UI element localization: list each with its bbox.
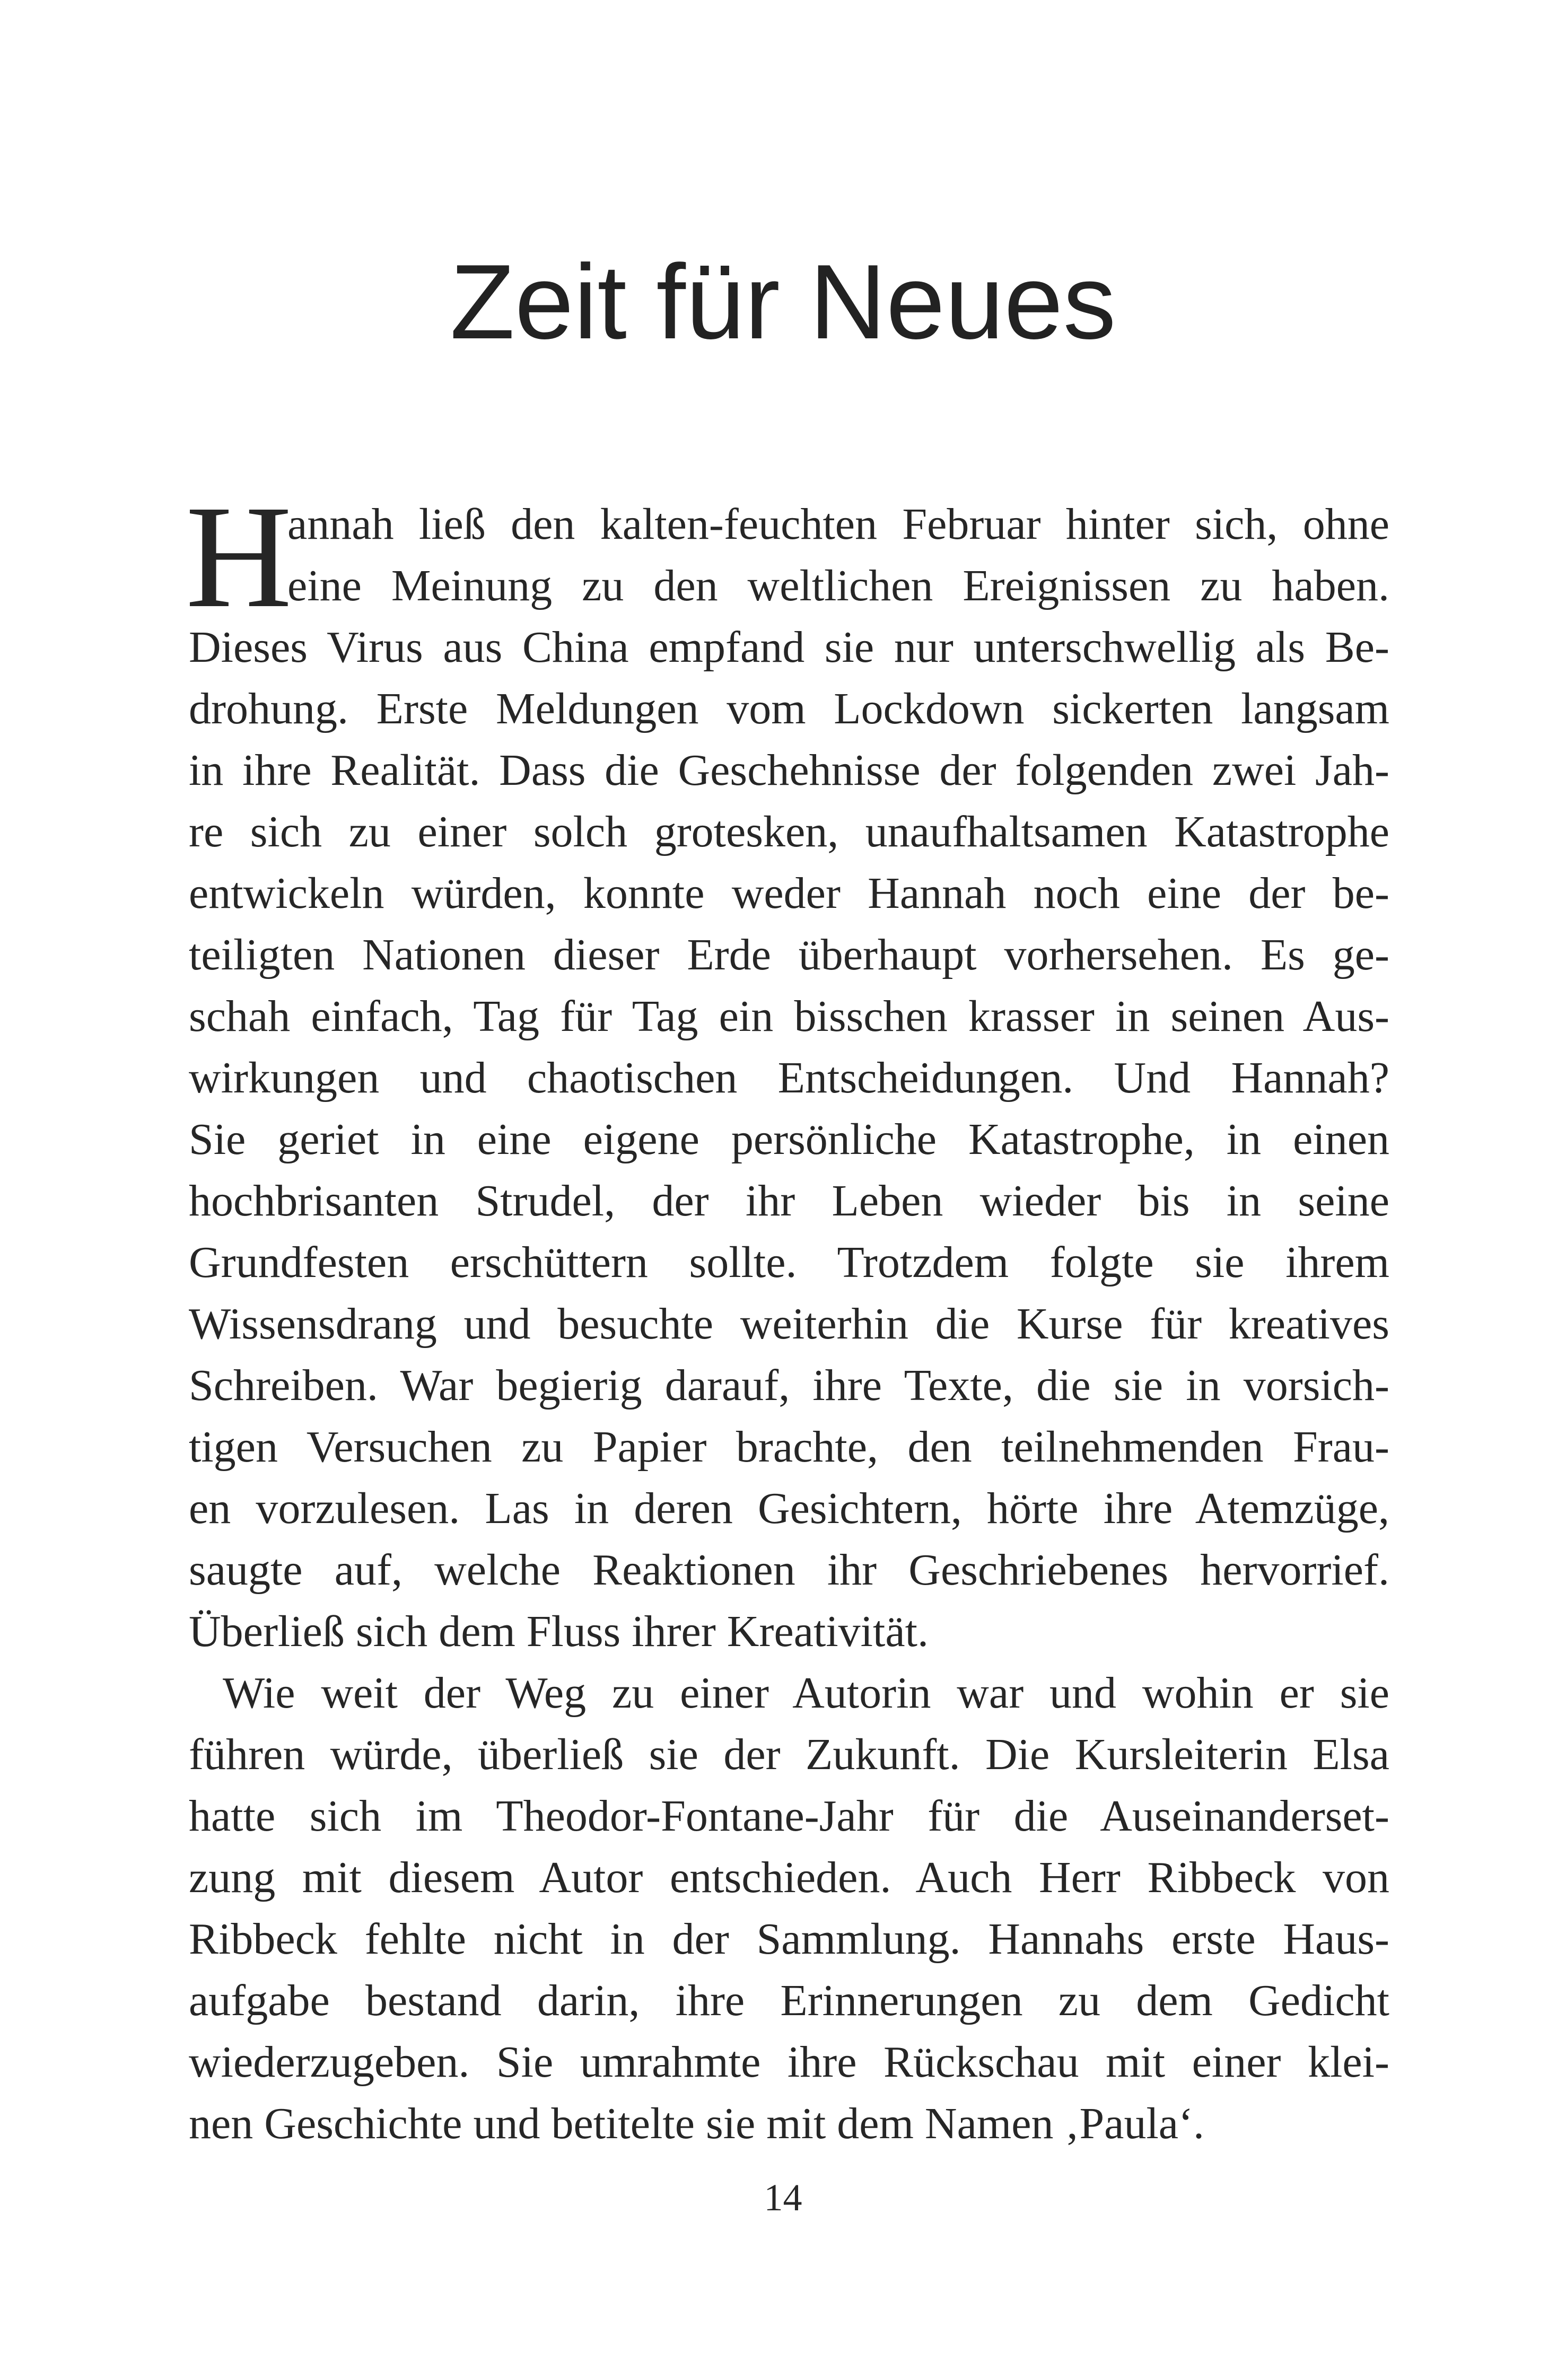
text-line: Überließ sich dem Fluss ihrer Kreativität. bbox=[189, 1607, 929, 1656]
paragraph-2 bbox=[189, 1662, 1389, 2155]
text-line: wiederzugeben. Sie umrahmte ihre Rückschau mit einer klei- bbox=[189, 2037, 1389, 2087]
text-line: saugte auf, welche Reaktionen ihr Geschriebenes hervorrief. bbox=[189, 1545, 1389, 1595]
text-line: wirkungen und chaotischen Entscheidungen. Und Hannah? bbox=[189, 1053, 1389, 1102]
text-line: Sie geriet in eine eigene persönliche Katastrophe, in einen bbox=[189, 1115, 1389, 1164]
text-line: aufgabe bestand darin, ihre Erinnerungen zu dem Gedicht bbox=[189, 1976, 1389, 2025]
text-line: hochbrisanten Strudel, der ihr Leben wieder bis in seine bbox=[189, 1176, 1389, 1226]
text-line: zung mit diesem Autor entschieden. Auch Herr Ribbeck von bbox=[189, 1853, 1389, 1902]
text-line: en vorzulesen. Las in deren Gesichtern, hörte ihre Atemzüge, bbox=[189, 1484, 1389, 1533]
text-line: eine Meinung zu den weltlichen Ereignissen zu haben. bbox=[287, 561, 1389, 610]
text-line: drohung. Erste Meldungen vom Lockdown sickerten langsam bbox=[189, 684, 1389, 733]
text-line: re sich zu einer solch grotesken, unaufhaltsamen Katastrophe bbox=[189, 807, 1389, 856]
text-line: teiligten Nationen dieser Erde überhaupt vorhersehen. Es ge- bbox=[189, 930, 1389, 979]
chapter-title: Zeit für Neues bbox=[450, 243, 1116, 361]
page-number: 14 bbox=[764, 2176, 802, 2219]
text-line: Ribbeck fehlte nicht in der Sammlung. Hannahs erste Haus- bbox=[189, 1914, 1389, 1964]
text-line: Schreiben. War begierig darauf, ihre Texte, die sie in vorsich- bbox=[189, 1361, 1389, 1410]
text-line: Grundfesten erschüttern sollte. Trotzdem folgte sie ihrem bbox=[189, 1238, 1389, 1287]
text-line: führen würde, überließ sie der Zukunft. Die Kursleiterin Elsa bbox=[189, 1730, 1389, 1779]
text-line: annah ließ den kalten-feuchten Februar hinter sich, ohne bbox=[287, 500, 1389, 549]
text-line: hatte sich im Theodor-Fontane-Jahr für die Auseinanderset- bbox=[189, 1791, 1389, 1841]
text-line: Dieses Virus aus China empfand sie nur unterschwellig als Be- bbox=[189, 623, 1389, 672]
text-line: schah einfach, Tag für Tag ein bisschen krasser in seinen Aus- bbox=[189, 992, 1389, 1041]
paragraph-1 bbox=[186, 475, 1389, 1662]
text-line: Wissensdrang und besuchte weiterhin die Kurse für kreatives bbox=[189, 1299, 1389, 1349]
text-line: entwickeln würden, konnte weder Hannah noch eine der be- bbox=[189, 869, 1389, 918]
text-line: nen Geschichte und betitelte sie mit dem Namen ‚Paula‘. bbox=[189, 2099, 1205, 2148]
drop-cap: H bbox=[186, 475, 292, 638]
body-text bbox=[186, 475, 1389, 2155]
text-line: Wie weit der Weg zu einer Autorin war und wohin er sie bbox=[223, 1668, 1389, 1718]
text-line: in ihre Realität. Dass die Geschehnisse der folgenden zwei Jah- bbox=[189, 746, 1389, 795]
text-line: tigen Versuchen zu Papier brachte, den teilnehmenden Frau- bbox=[189, 1422, 1389, 1472]
